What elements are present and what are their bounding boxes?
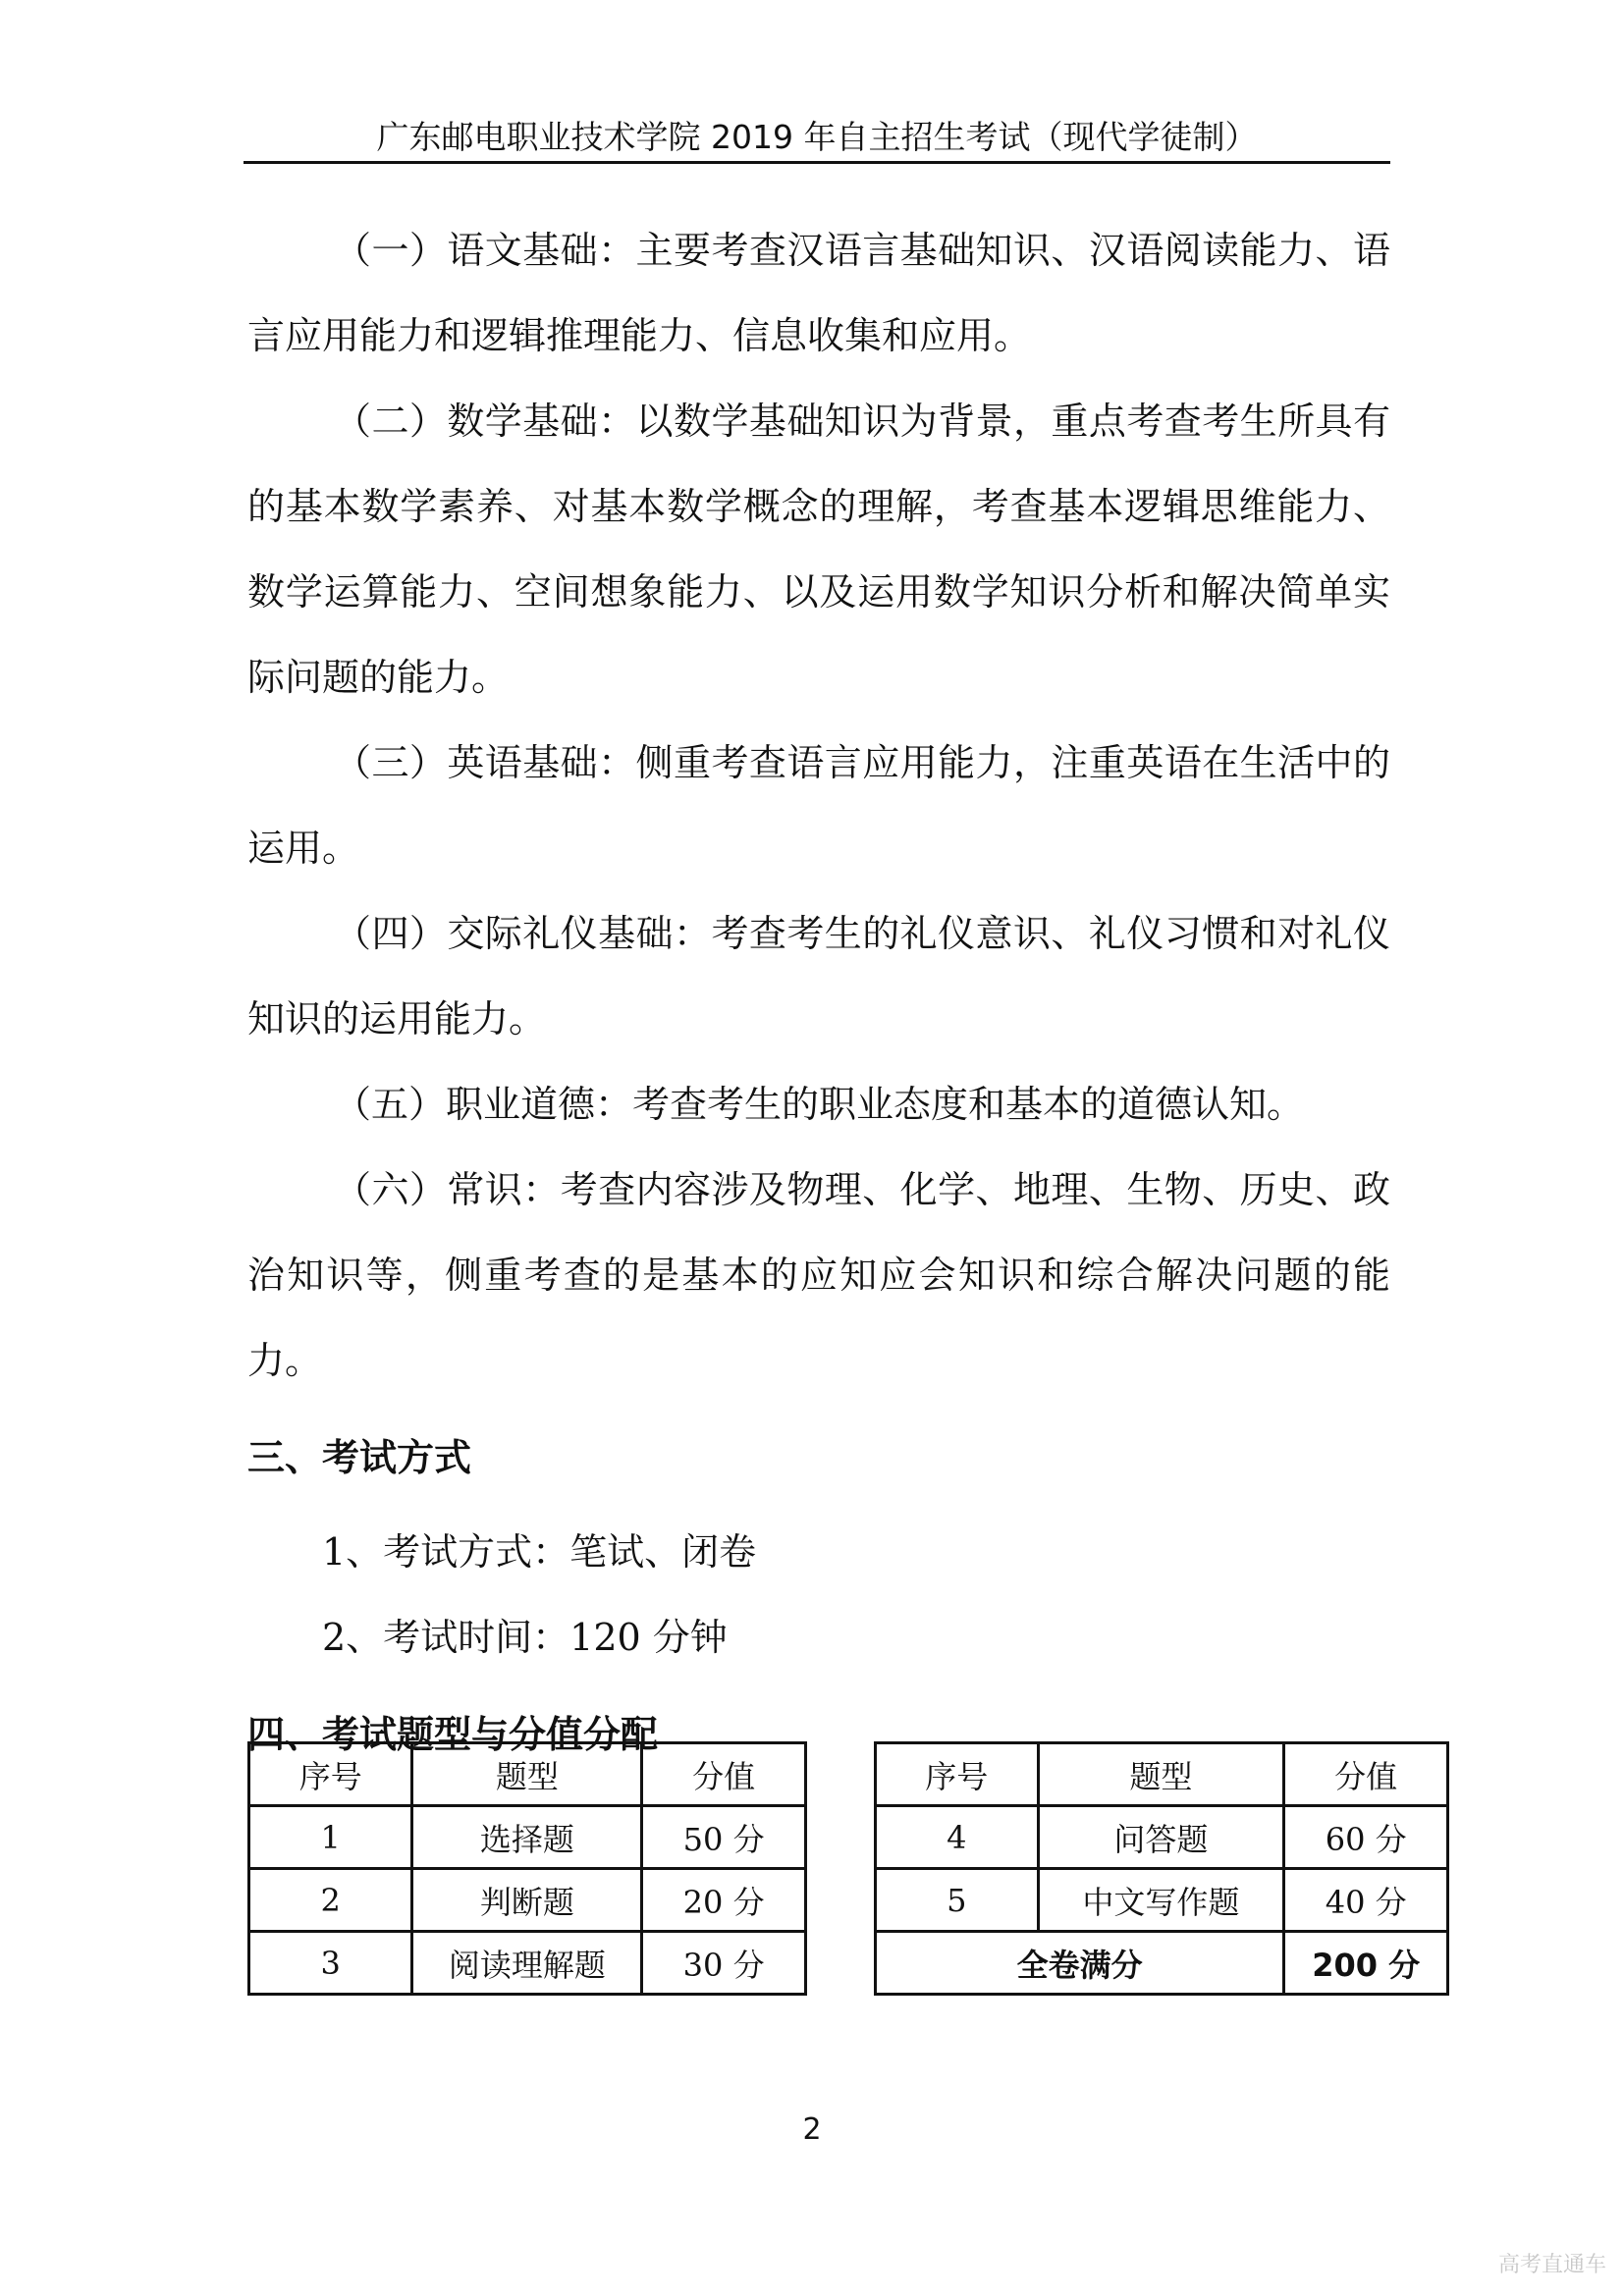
score-table-left — [247, 1741, 807, 1996]
table-cell: 40 分 — [1284, 1869, 1448, 1932]
paragraph-math-basics: （二）数学基础：以数学基础知识为背景，重点考查考生所具有的基本数学素养、对基本数学概念的理解，考查基本逻辑思维能力、数学运算能力、空间想象能力、以及运用数学知识分析和解决简单实际问题的能力。 — [247, 400, 1390, 699]
table-cell: 2 — [249, 1869, 412, 1932]
section-question-types-title: 四、考试题型与分值分配 — [247, 1713, 659, 1756]
table-row — [249, 1869, 806, 1932]
table-cell: 30 分 — [642, 1932, 806, 1995]
score-tables — [247, 1741, 1445, 2006]
score-table-right — [874, 1741, 1449, 1996]
exam-method-item: 1、考试方式：笔试、闭卷 — [322, 1530, 757, 1574]
table-cell: 3 — [249, 1932, 412, 1995]
page-number: 2 — [802, 2112, 822, 2147]
table-cell: 1 — [249, 1806, 412, 1869]
paragraph-english-basics: （三）英语基础：侧重考查语言应用能力，注重英语在生活中的运用。 — [247, 741, 1390, 870]
paragraph-etiquette-basics: （四）交际礼仪基础：考查考生的礼仪意识、礼仪习惯和对礼仪知识的运用能力。 — [247, 912, 1390, 1041]
table-row — [876, 1806, 1448, 1869]
table-header-cell: 分值 — [1284, 1743, 1448, 1806]
table-header-cell: 序号 — [249, 1743, 412, 1806]
table-cell: 20 分 — [642, 1869, 806, 1932]
table-row — [249, 1806, 806, 1869]
table-header-cell: 题型 — [412, 1743, 642, 1806]
paragraph-chinese-basics: （一）语文基础：主要考查汉语言基础知识、汉语阅读能力、语言应用能力和逻辑推理能力、信息收集和应用。 — [247, 229, 1390, 357]
watermark-text: 高考直通车 — [1497, 2253, 1606, 2277]
table-cell: 50 分 — [642, 1806, 806, 1869]
document-body — [247, 208, 1390, 1787]
table-cell: 5 — [876, 1869, 1039, 1932]
table-header-row — [876, 1743, 1448, 1806]
table-cell: 4 — [876, 1806, 1039, 1869]
exam-time-item: 2、考试时间：120 分钟 — [322, 1616, 728, 1659]
total-score-value: 200 分 — [1284, 1932, 1448, 1995]
table-cell: 选择题 — [412, 1806, 642, 1869]
table-row — [876, 1869, 1448, 1932]
table-header-cell: 题型 — [1038, 1743, 1284, 1806]
total-score-label: 全卷满分 — [876, 1932, 1284, 1995]
table-header-row — [249, 1743, 806, 1806]
paragraph-professional-ethics: （五）职业道德：考查考生的职业态度和基本的道德认知。 — [334, 1083, 1305, 1126]
table-cell: 问答题 — [1038, 1806, 1284, 1869]
table-cell: 阅读理解题 — [412, 1932, 642, 1995]
table-row — [249, 1932, 806, 1995]
table-header-cell: 序号 — [876, 1743, 1039, 1806]
header-divider — [244, 161, 1390, 164]
section-exam-method-title: 三、考试方式 — [247, 1436, 472, 1479]
table-cell: 判断题 — [412, 1869, 642, 1932]
table-total-row — [876, 1932, 1448, 1995]
table-cell: 中文写作题 — [1038, 1869, 1284, 1932]
page-header-title: 广东邮电职业技术学院 2019 年自主招生考试（现代学徒制） — [376, 118, 1258, 156]
table-header-cell: 分值 — [642, 1743, 806, 1806]
paragraph-general-knowledge: （六）常识：考查内容涉及物理、化学、地理、生物、历史、政治知识等，侧重考查的是基本的应知应会知识和综合解决问题的能力。 — [247, 1168, 1390, 1382]
table-cell: 60 分 — [1284, 1806, 1448, 1869]
